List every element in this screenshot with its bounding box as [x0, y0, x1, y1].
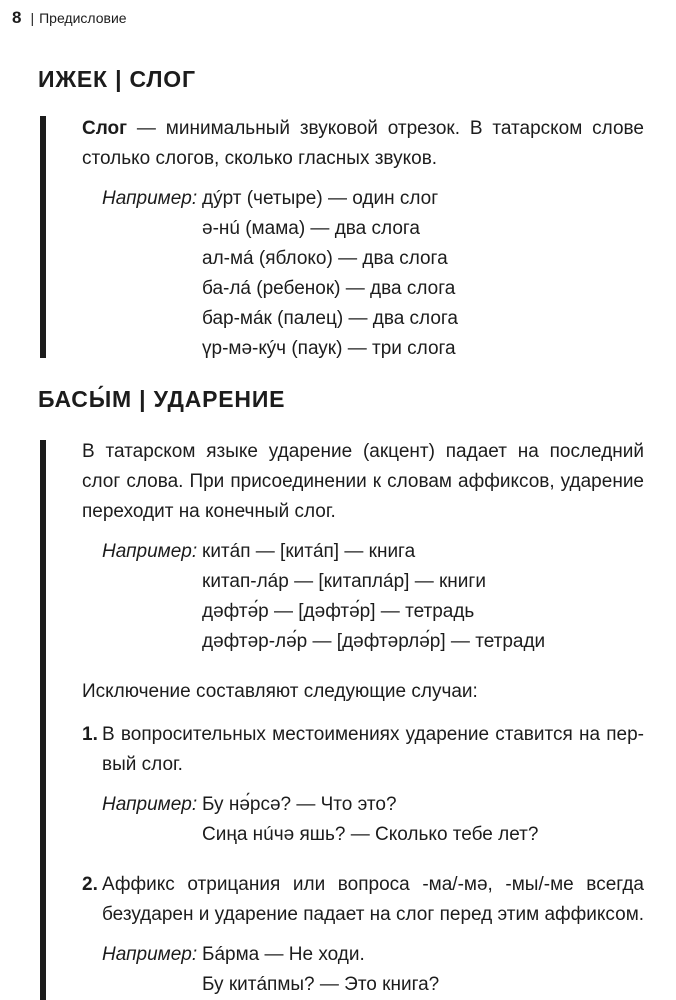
syllable-definition-line-2: столько слогов, сколько гласных звуков. — [82, 148, 438, 169]
example-label: Например: — [102, 188, 198, 209]
example-item: дәфтә́р — [дәфтә́р] — тетрадь — [202, 601, 475, 622]
section-bar-syllable — [40, 116, 46, 358]
list-item-text: В вопросительных местоимениях ударение ставится на пер- — [102, 724, 644, 745]
list-item-text: безударен и ударение падает на слог перед этим аффиксом. — [102, 904, 645, 925]
list-item-text: Аффикс отрицания или вопроса -ма/-мә, -мы/-ме всегда — [102, 874, 644, 895]
term-syllable: Слог — [82, 118, 128, 139]
example-item: ба-лá (ребенок) — два слога — [202, 278, 456, 299]
section-heading-syllable: ИЖЕК | СЛОГ — [38, 66, 196, 92]
example-item: Сиңа нúчә яшь? — Сколько тебе лет? — [202, 824, 539, 845]
example-item: дýрт (четыре) — один слог — [202, 188, 439, 209]
stress-paragraph-line: В татарском языке ударение (акцент) падает на последний — [82, 441, 644, 462]
page-number: 8 — [12, 8, 22, 27]
running-header — [12, 8, 127, 28]
section-heading-stress: БАСЫ́М | УДАРЕНИЕ — [38, 386, 286, 412]
example-item: бар-мáк (палец) — два слога — [202, 308, 458, 329]
example-item: китáп — [китáп] — книга — [202, 541, 416, 562]
stress-paragraph-line: переходит на конечный слог. — [82, 501, 336, 522]
example-item: Бу нә́рсә? — Что это? — [202, 794, 397, 815]
list-number: 1. — [82, 724, 98, 745]
syllable-definition-line-1: Слог — минимальный звуковой отрезок. В татарском слове — [82, 118, 644, 139]
example-item: ә-нú (мама) — два слога — [202, 218, 420, 239]
example-item: Бáрма — Не ходи. — [202, 944, 365, 965]
example-item: ал-мá (яблоко) — два слога — [202, 248, 448, 269]
stress-paragraph-line: слог слова. При присоединении к словам аффиксов, ударение — [82, 471, 644, 492]
header-separator: | — [30, 10, 35, 26]
example-item: Бу китáпмы? — Это книга? — [202, 974, 440, 995]
exceptions-intro: Исключение составляют следующие случаи: — [82, 681, 478, 702]
example-item: дәфтәр-лә́р — [дәфтәрлә́р] — тетради — [202, 631, 546, 652]
example-label: Например: — [102, 794, 198, 815]
example-label: Например: — [102, 541, 198, 562]
example-item: үр-мә-кýч (паук) — три слога — [202, 338, 456, 359]
example-label: Например: — [102, 944, 198, 965]
header-title: Предисловие — [39, 10, 127, 26]
list-item-text: вый слог. — [102, 754, 183, 775]
section-bar-stress — [40, 440, 46, 1000]
example-item: китап-лáр — [китаплáр] — книги — [202, 571, 486, 592]
list-number: 2. — [82, 874, 98, 895]
